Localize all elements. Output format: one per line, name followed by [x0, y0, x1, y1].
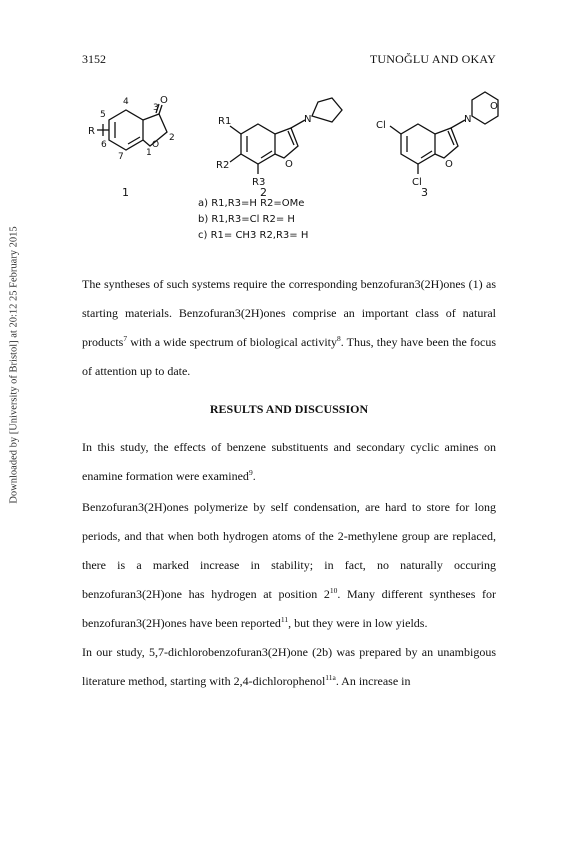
c1-atom-2: 2	[169, 133, 175, 143]
compound1-benzene-ring	[109, 110, 143, 150]
running-head: TUNOĞLU AND OKAY	[369, 52, 496, 66]
pyrrolidine-ring	[312, 98, 342, 122]
c3-ring-oxygen: O	[445, 159, 453, 170]
paragraph-study: In this study, the effects of benzene substituents and secondary cyclic amines on enamine formation were examined$^9$.	[82, 440, 496, 483]
page-number: 3152	[82, 52, 106, 66]
download-watermark	[6, 150, 22, 580]
paragraph-intro: The syntheses of such systems require the corresponding benzofuran3(2H)ones (1) as starting materials. Benzofuran3(2H)ones comprise an important class of natural products$^7$ with a wide spectrum of biological activity$^8$. Thus, they have been the focus of attention up to date.	[82, 277, 496, 378]
c2-amine-nitrogen: N	[304, 114, 312, 125]
c1-atom-3: 3	[153, 103, 159, 113]
paragraph-preparation: In our study, 5,7-dichlorobenzofuran3(2H)one (2b) was prepared by an unambigous literature method, starting with 2,4-dichlorophenol$^{11a}$. An increase in	[82, 645, 496, 688]
c3-chlorine-bottom: Cl	[412, 177, 422, 188]
legend-line-c: c) R1= CH3 R2,R3= H	[198, 230, 309, 241]
c2-substituent-r3: R3	[252, 177, 266, 188]
c1-substituent-r: R	[88, 126, 95, 137]
compound-1-label: 1	[122, 186, 129, 199]
compound-3-label: 3	[421, 186, 428, 199]
c1-atom-5: 5	[100, 110, 106, 120]
compound2-benzene-ring	[241, 124, 275, 164]
c2-substituent-r1: R1	[218, 116, 232, 127]
c3-amine-nitrogen: N	[464, 114, 472, 125]
substituent-legend	[198, 196, 308, 244]
c2-ring-oxygen: O	[285, 159, 293, 170]
paragraph-stability: Benzofuran3(2H)ones polymerize by self condensation, are hard to store for long periods, and that when both hydrogen atoms of the 2-methylene group are replaced, there is a marked increase in stability; in fact, no naturally occuring benzofuran3(2H)one has hydrogen at position $2^{10}$. Many different syntheses for benzofuran3(2H)ones have been reported$^{11}$, but they were in low yields.	[82, 500, 497, 630]
c3-chlorine-top: Cl	[376, 120, 386, 131]
c2-substituent-r2: R2	[216, 160, 230, 171]
compound3-benzene-ring	[401, 124, 435, 164]
compound-2-label: 2	[260, 186, 267, 199]
structures-drawing	[80, 88, 500, 198]
c3-morpholine-oxygen: O	[490, 101, 498, 112]
section-heading: RESULTS AND DISCUSSION	[209, 402, 369, 416]
c1-atom-1: 1	[146, 148, 152, 158]
c1-carbonyl-oxygen: O	[160, 95, 168, 106]
c1-atom-7: 7	[118, 152, 124, 162]
download-watermark-text: Downloaded by [University of Bristol] at 20:12 25 February 2015	[8, 226, 20, 504]
c1-atom-4: 4	[123, 97, 129, 107]
c1-ring-oxygen: O	[152, 140, 160, 150]
legend-line-b: b) R1,R3=Cl R2= H	[198, 214, 295, 225]
c1-atom-6: 6	[101, 140, 107, 150]
legend-line-a: a) R1,R3=H R2=OMe	[198, 198, 305, 209]
